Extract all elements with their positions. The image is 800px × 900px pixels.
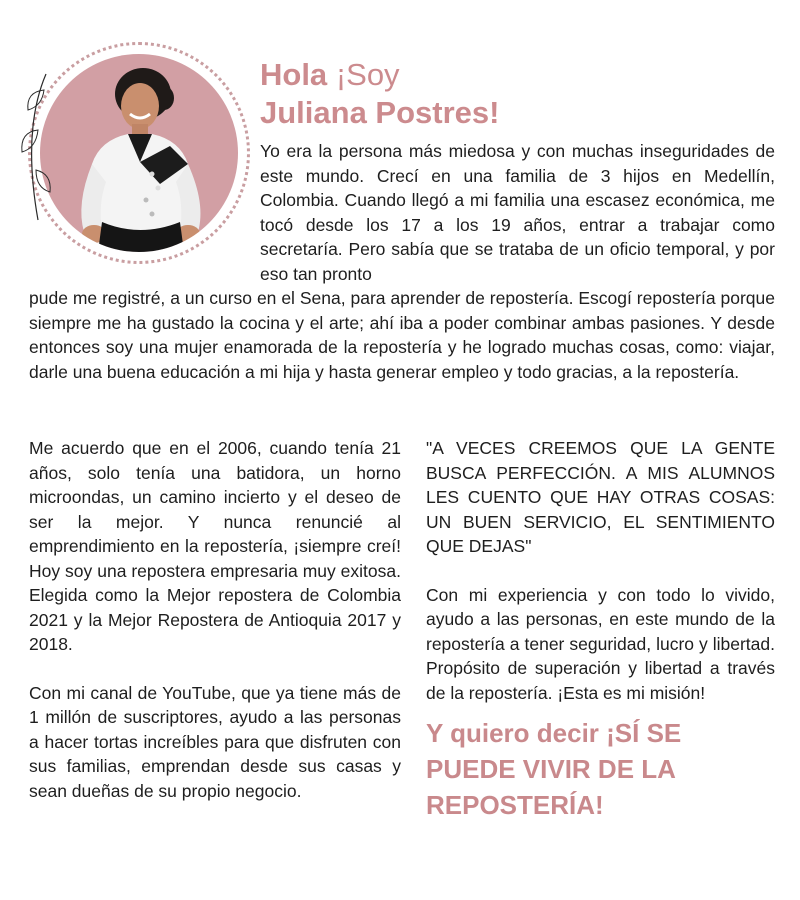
chef-portrait-icon [40, 54, 238, 252]
title-name: Juliana Postres! [260, 95, 500, 130]
portrait [16, 30, 246, 275]
intro-paragraph-full: pude me registré, a un curso en el Sena, para aprender de repostería. Escogí repostería porque siempre me ha gustado la cocina y el arte; ahí iba a poder combinar ambas pasiones. Y desde entonces soy una mujer enamorada de la repostería y he logrado muchas cosas, como: viajar, darle una buena educación a mi hija y hasta generar empleo y todo gracias, a la repostería. [29, 288, 775, 382]
leaf-decoration-icon [16, 70, 56, 230]
right-column [426, 436, 775, 823]
mission-paragraph: Con mi experiencia y con todo lo vivido, ayudo a las personas, en este mundo de la repostería a tener seguridad, lucro y libertad. Propósito de superación y libertad a través de la repostería. ¡Esta es mi misión! [426, 584, 775, 703]
left-column [29, 436, 401, 803]
story-paragraph: Me acuerdo que en el 2006, cuando tenía 21 años, solo tenía una batidora, un horno microondas, un camino incierto y el deseo de ser la mejor. Y nunca renuncié al emprendimiento en la repostería, ¡siempre creí! Hoy soy una repostera empresaria muy exitosa. Elegida como la Mejor repostera de Colombia 2021 y la Mejor Repostera de Antioquia 2017 y 2018. [29, 438, 401, 654]
closing-statement: Y quiero decir ¡SÍ SE PUEDE VIVIR DE LA REPOSTERÍA! [426, 718, 682, 820]
intro-paragraph-top: Yo era la persona más miedosa y con muchas inseguridades de este mundo. Crecí en una familia de 3 hijos en Medellín, Colombia. Cuando llegó a mi familia una escasez económica, me tocó desde los 17 a los 19 años, entrar a trabajar como secretaría. Pero sabía que se trataba de un oficio temporal, y por eso tan pronto [260, 141, 775, 284]
youtube-paragraph: Con mi canal de YouTube, que ya tiene más de 1 millón de suscriptores, ayudo a las personas a hacer tortas increíbles para que disfruten con sus familias, emprendan desde sus casas y sean dueñas de su propio negocio. [29, 682, 401, 801]
title-hola: Hola [260, 57, 328, 92]
title-soy: ¡Soy [335, 57, 400, 92]
page-title [260, 56, 499, 132]
quote-text: "A VECES CREEMOS QUE LA GENTE BUSCA PERFECCIÓN. A MIS ALUMNOS LES CUENTO QUE HAY OTRAS COSAS: UN BUEN SERVICIO, EL SENTIMIENTO QUE DEJAS" [426, 438, 775, 556]
